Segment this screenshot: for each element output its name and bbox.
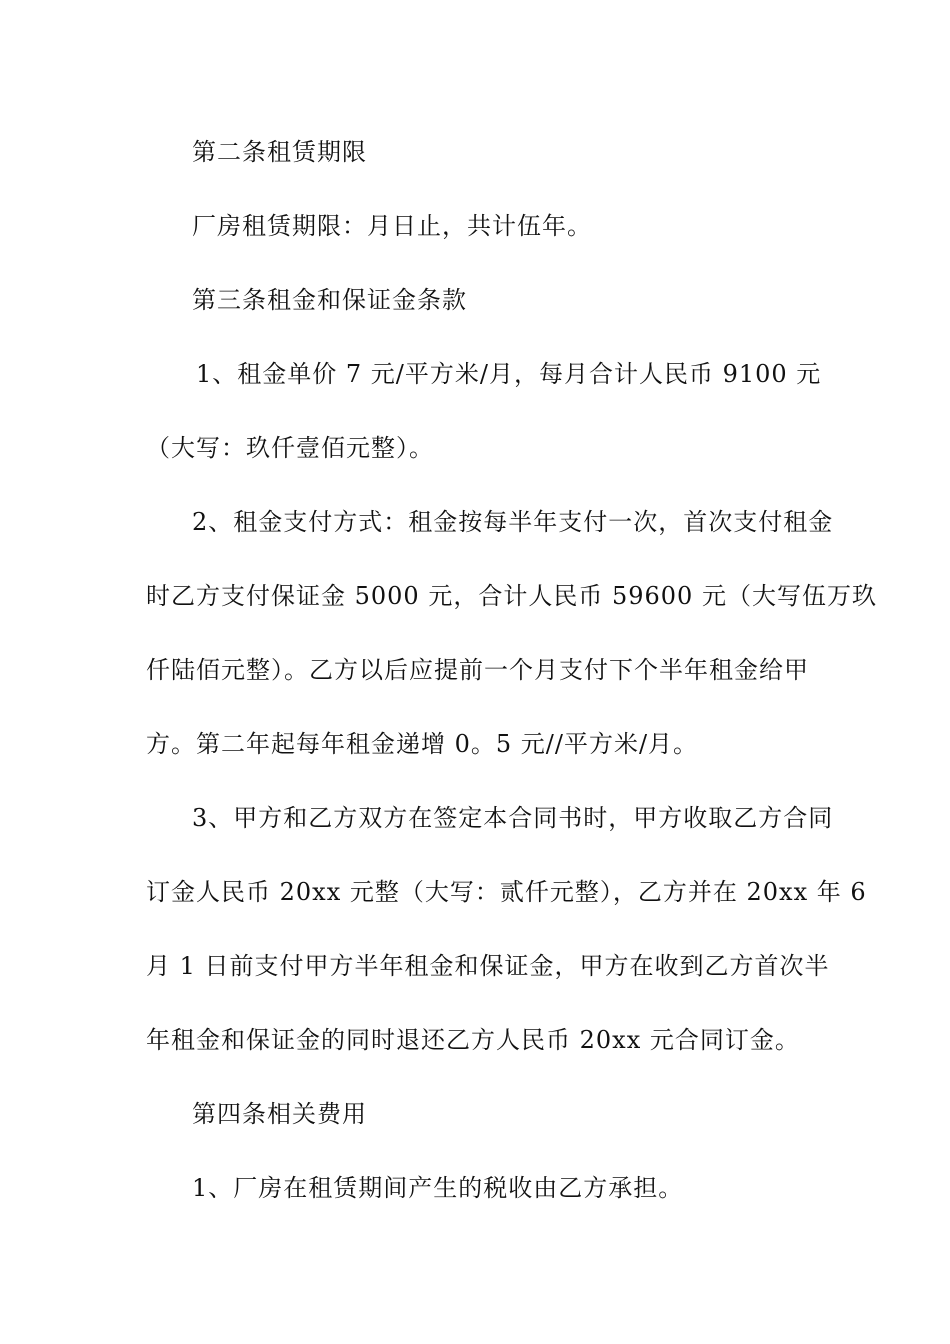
clause-3-line-4: 年租金和保证金的同时退还乙方人民币 20xx 元合同订金。 bbox=[146, 1026, 800, 1054]
clause-3-line-2: 订金人民币 20xx 元整（大写：贰仟元整），乙方并在 20xx 年 6 bbox=[146, 878, 867, 906]
clause-2-line-1: 2、租金支付方式：租金按每半年支付一次，首次支付租金 bbox=[192, 508, 834, 536]
section-heading-rent-deposit: 第三条租金和保证金条款 bbox=[192, 286, 467, 314]
lease-term-text: 厂房租赁期限：月日止，共计伍年。 bbox=[192, 212, 592, 240]
fees-clause-1: 1、厂房在租赁期间产生的税收由乙方承担。 bbox=[192, 1174, 684, 1202]
clause-1-line-1: 1、租金单价 7 元/平方米/月，每月合计人民币 9100 元 bbox=[196, 360, 822, 388]
clause-3-line-1: 3、甲方和乙方双方在签定本合同书时，甲方收取乙方合同 bbox=[192, 804, 834, 832]
section-heading-related-fees: 第四条相关费用 bbox=[192, 1100, 367, 1128]
clause-1-line-2: （大写：玖仟壹佰元整）。 bbox=[146, 434, 434, 462]
clause-2-line-4: 方。第二年起每年租金递增 0。5 元//平方米/月。 bbox=[146, 730, 699, 758]
clause-2-line-2: 时乙方支付保证金 5000 元，合计人民币 59600 元（大写伍万玖 bbox=[146, 582, 877, 610]
clause-2-line-3: 仟陆佰元整）。乙方以后应提前一个月支付下个半年租金给甲 bbox=[146, 656, 809, 684]
section-heading-lease-term: 第二条租赁期限 bbox=[192, 138, 367, 166]
clause-3-line-3: 月 1 日前支付甲方半年租金和保证金，甲方在收到乙方首次半 bbox=[146, 952, 830, 980]
